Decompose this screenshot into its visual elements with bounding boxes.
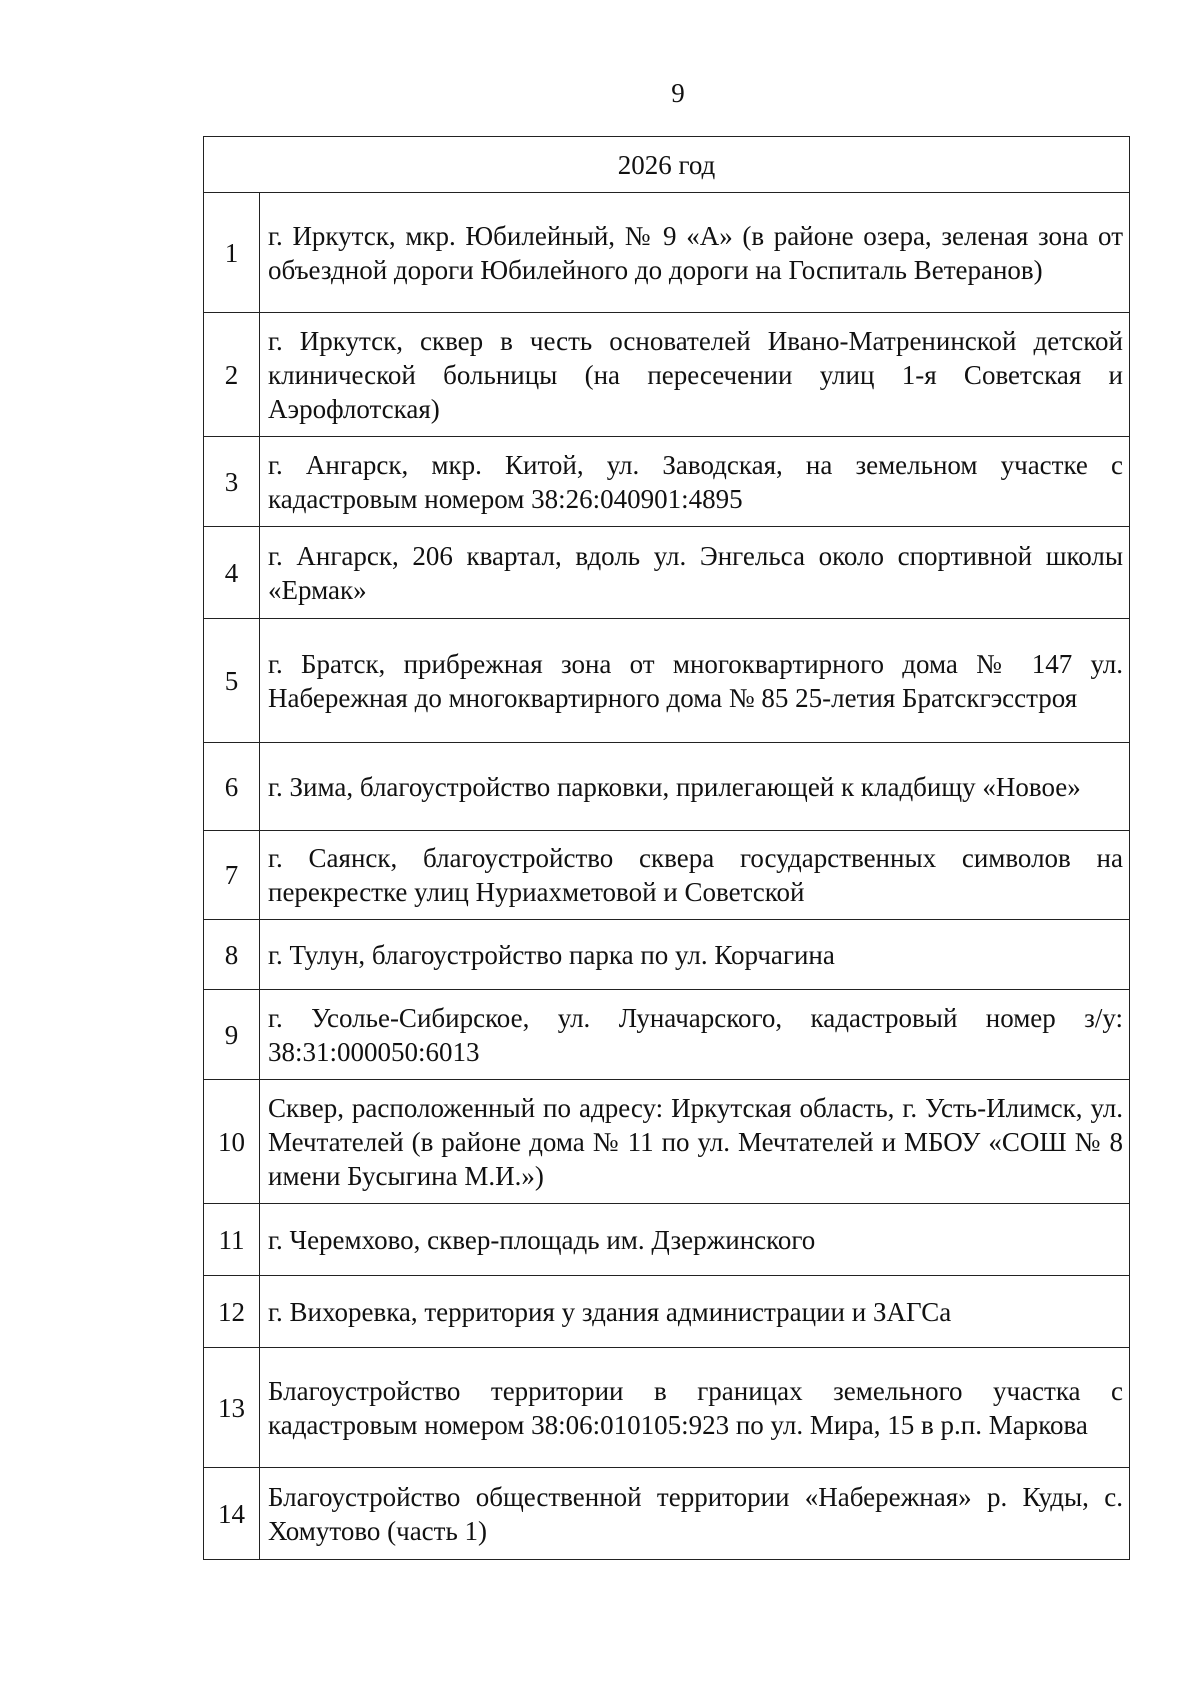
row-description: г. Вихоревка, территория у здания администрации и ЗАГСа [260,1276,1130,1348]
row-description: г. Черемхово, сквер-площадь им. Дзержинского [260,1204,1130,1276]
table-row [204,743,1130,831]
table-row [204,619,1130,743]
row-description: Сквер, расположенный по адресу: Иркутская область, г. Усть-Илимск, ул. Мечтателей (в районе дома № 11 по ул. Мечтателей и МБОУ «СОШ № 8 имени Бусыгина М.И.») [260,1080,1130,1204]
row-description: г. Зима, благоустройство парковки, прилегающей к кладбищу «Новое» [260,743,1130,831]
row-number: 8 [204,920,260,990]
row-number: 11 [204,1204,260,1276]
row-description: Благоустройство общественной территории «Набережная» р. Куды, с. Хомутово (часть 1) [260,1468,1130,1560]
table-row [204,920,1130,990]
row-number: 4 [204,527,260,619]
year-heading: 2026 год [204,137,1130,193]
page-number: 9 [671,78,685,108]
territories-table [203,136,1130,1560]
row-number: 13 [204,1348,260,1468]
table-row [204,313,1130,437]
row-number: 5 [204,619,260,743]
row-number: 2 [204,313,260,437]
table-row [204,1080,1130,1204]
table-row [204,527,1130,619]
table-row [204,193,1130,313]
row-number: 3 [204,437,260,527]
row-number: 10 [204,1080,260,1204]
row-number: 7 [204,831,260,920]
table-row [204,437,1130,527]
table-row [204,1276,1130,1348]
row-description: г. Иркутск, мкр. Юбилейный, № 9 «А» (в районе озера, зеленая зона от объездной дороги Юбилейного до дороги на Госпиталь Ветеранов) [260,193,1130,313]
row-description: г. Ангарск, мкр. Китой, ул. Заводская, на земельном участке с кадастровым номером 38:26:040901:4895 [260,437,1130,527]
row-description: г. Усолье-Сибирское, ул. Луначарского, кадастровый номер з/у: 38:31:000050:6013 [260,990,1130,1080]
row-number: 14 [204,1468,260,1560]
row-description: г. Тулун, благоустройство парка по ул. Корчагина [260,920,1130,990]
table-row [204,1348,1130,1468]
row-number: 9 [204,990,260,1080]
row-description: г. Ангарск, 206 квартал, вдоль ул. Энгельса около спортивной школы «Ермак» [260,527,1130,619]
row-number: 1 [204,193,260,313]
table-row [204,1204,1130,1276]
row-number: 6 [204,743,260,831]
table-row [204,1468,1130,1560]
row-description: г. Братск, прибрежная зона от многоквартирного дома № 147 ул. Набережная до многоквартирного дома № 85 25-летия Братскгэсстроя [260,619,1130,743]
table-row [204,990,1130,1080]
row-description: Благоустройство территории в границах земельного участка с кадастровым номером 38:06:010105:923 по ул. Мира, 15 в р.п. Маркова [260,1348,1130,1468]
row-description: г. Саянск, благоустройство сквера государственных символов на перекрестке улиц Нуриахметовой и Советской [260,831,1130,920]
row-description: г. Иркутск, сквер в честь основателей Ивано-Матренинской детской клинической больницы (на пересечении улиц 1-я Советская и Аэрофлотская) [260,313,1130,437]
row-number: 12 [204,1276,260,1348]
table-row [204,831,1130,920]
year-header-row [204,137,1130,193]
